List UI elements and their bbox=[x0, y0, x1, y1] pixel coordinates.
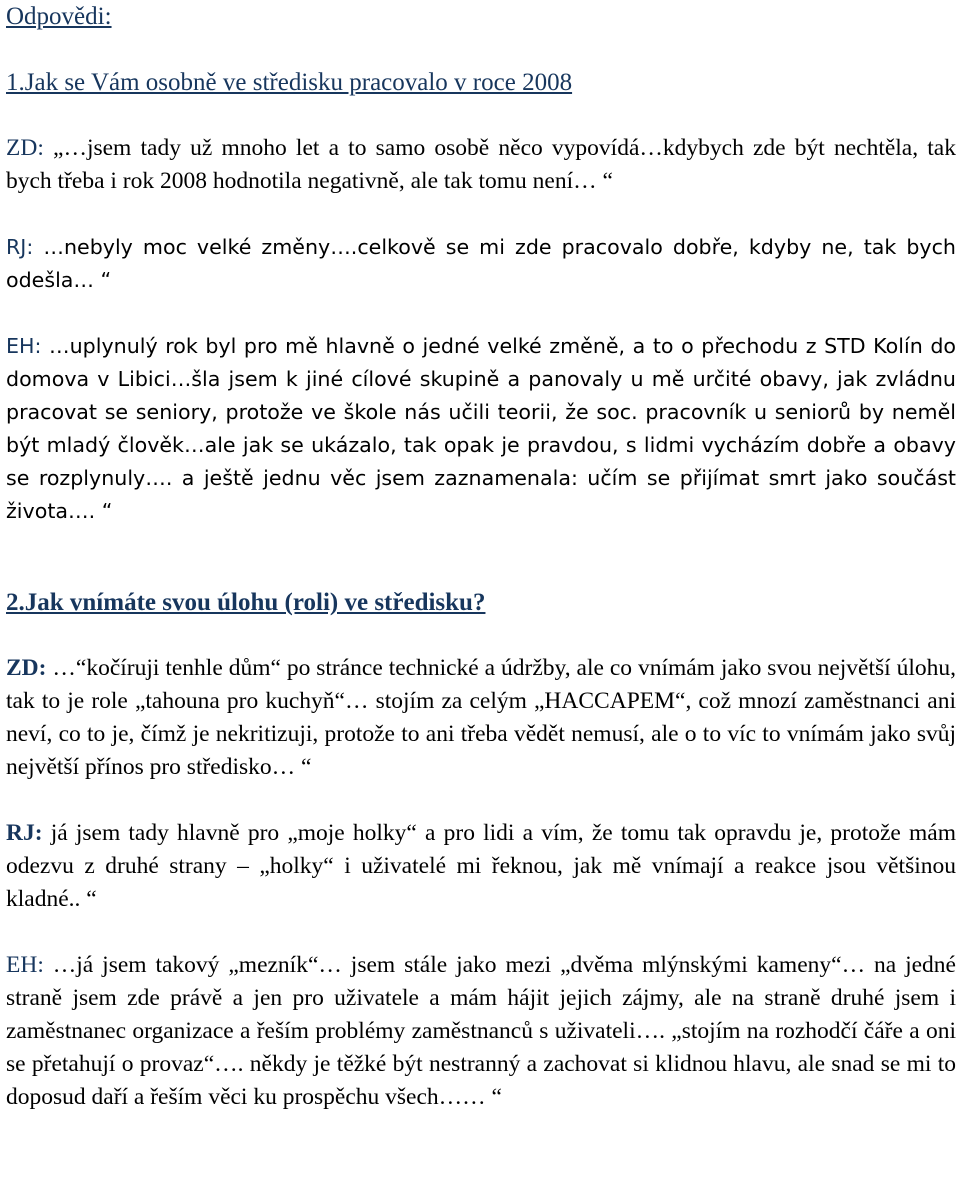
answer-text: …uplynulý rok byl pro mě hlavně o jedné velké změně, a to o přechodu z STD Kolín do domova v Libici…šla jsem k jiné cílové skupině a panovaly u mě určité obavy, jak zvládnu pracovat se seniory, protože ve škole nás učili teorii, že soc. pracovník u seniorů by neměl být mladý člověk…ale jak se ukázalo, tak opak je pravdou, s lidmi vycházím dobře a obavy se rozplynuly…. a ještě jednu věc jsem zaznamenala: učím se přijímat smrt jako součást života…. “ bbox=[6, 334, 956, 523]
answer-q2-eh bbox=[6, 949, 956, 1114]
speaker-label: EH: bbox=[6, 952, 44, 978]
question-2-heading: 2.Jak vnímáte svou úlohu (roli) ve středisku? bbox=[6, 589, 486, 616]
answer-text: …já jsem takový „mezník“… jsem stále jako mezi „dvěma mlýnskými kameny“… na jedné straně jsem zde právě a jen pro uživatele a mám hájit jejich zájmy, ale na straně druhé jsem i zaměstnanec organizace a řeším problémy zaměstnanců s uživateli…. „stojím na rozhodčí čáře a oni se přetahují o provaz“…. někdy je těžké být nestranný a zachovat si klidnou hlavu, ale snad se mi to doposud daří a řeším věci ku prospěchu všech…… “ bbox=[6, 952, 956, 1110]
page-title: Odpovědi: bbox=[6, 3, 112, 30]
answer-q2-rj bbox=[6, 817, 956, 916]
speaker-label: ZD: bbox=[6, 135, 44, 161]
answer-text: „…jsem tady už mnoho let a to samo osobě něco vypovídá…kdybych zde být nechtěla, tak bych třeba i rok 2008 hodnotila negativně, ale tak tomu není… “ bbox=[6, 135, 956, 194]
answer-text: …nebyly moc velké změny….celkově se mi zde pracovalo dobře, kdyby ne, tak bych odešla… “ bbox=[6, 235, 956, 292]
answer-q2-zd bbox=[6, 652, 956, 784]
speaker-label: EH: bbox=[6, 334, 42, 358]
document-page bbox=[6, 0, 956, 1114]
question-1-heading: 1.Jak se Vám osobně ve středisku pracovalo v roce 2008 bbox=[6, 69, 573, 96]
answer-text: …“kočíruji tenhle dům“ po stránce technické a údržby, ale co vnímám jako svou největší úlohu, tak to je role „tahouna pro kuchyň“… stojím za celým „HACCAPEM“, což mnozí zaměstnanci ani neví, co to je, čímž je nekritizuji, protože to ani třeba vědět nemusí, ale o to víc to vnímám jako svůj největší přínos pro středisko… “ bbox=[6, 655, 956, 780]
speaker-label: ZD: bbox=[6, 655, 47, 681]
answer-q1-rj bbox=[6, 231, 956, 297]
answer-text: já jsem tady hlavně pro „moje holky“ a pro lidi a vím, že tomu tak opravdu je, protože mám odezvu z druhé strany – „holky“ i uživatelé mi řeknou, jak mě vnímají a reakce jsou většinou kladné.. “ bbox=[6, 820, 956, 912]
answer-q1-zd bbox=[6, 132, 956, 198]
speaker-label: RJ: bbox=[6, 235, 34, 259]
answer-q1-eh bbox=[6, 330, 956, 528]
speaker-label: RJ: bbox=[6, 820, 43, 846]
